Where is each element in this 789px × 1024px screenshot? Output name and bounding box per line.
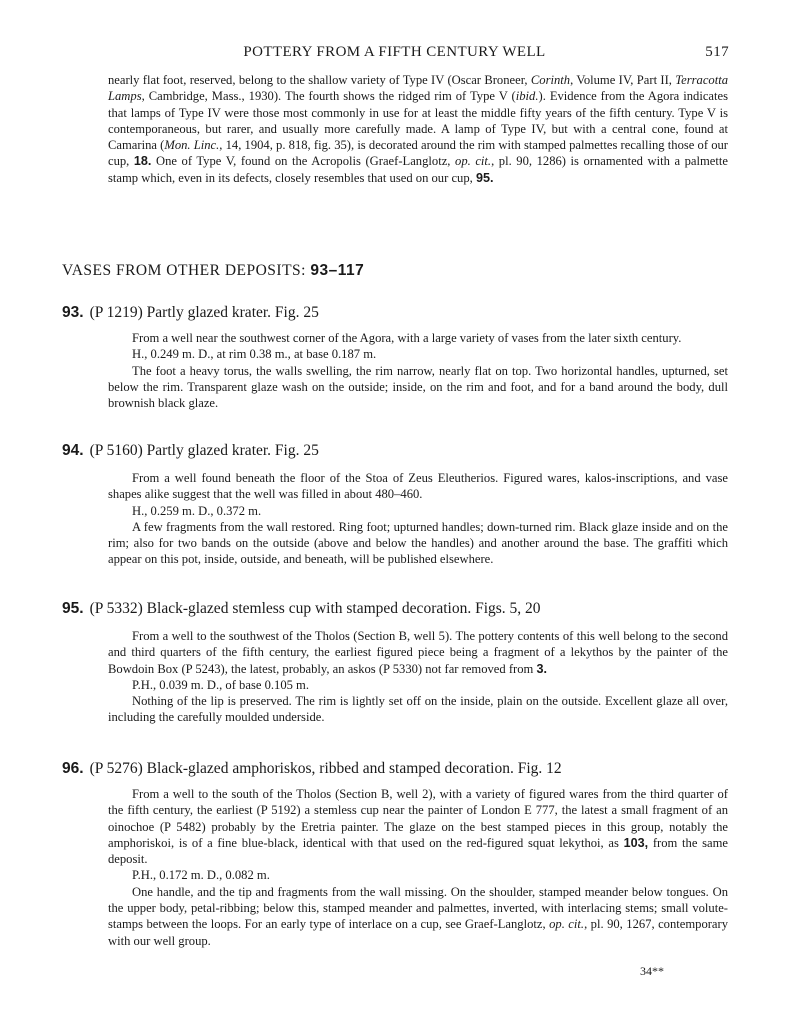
entry-heading-96: 96. (P 5276) Black-glazed amphoriskos, ribbed and stamped decoration. Fig. 12 — [62, 760, 562, 777]
entry-heading-95: 95. (P 5332) Black-glazed stemless cup with stamped decoration. Figs. 5, 20 — [62, 600, 541, 617]
running-title: POTTERY FROM A FIFTH CENTURY WELL — [243, 44, 546, 60]
signature-mark: 34** — [640, 964, 664, 978]
entry-body-95: From a well to the southwest of the Tholos (Section B, well 5). The pottery contents of this well belong to the second and third quarters of the fifth century, the earliest figured piece being a fragment of a lekythos by the painter of the Bowdoin Box (P 5243), the latest, probably, an askos (P 5330) not far removed from 3. P.H., 0.039 m. D., of base 0.105 m. Nothing of the lip is preserved. The rim is lightly set off on the inside, plain on the outside. Excellent glaze all over, including the carefully moulded underside. — [108, 629, 728, 725]
entry-heading-94: 94. (P 5160) Partly glazed krater. Fig. 25 — [62, 442, 319, 459]
intro-paragraph: nearly flat foot, reserved, belong to the shallow variety of Type IV (Oscar Broneer, Corinth, Volume IV, Part II, Terracotta Lamps, Cambridge, Mass., 1930). The fourth shows the ridged rim of Type V (ibid.). Evidence from the Agora indicates that lamps of Type IV were those most commonly in use for at least the middle fifty years of the fifth century. Type V is contemporaneous, but rarer, and usually more carefully made. A lamp of Type IV, but with a central cone, found at Camarina (Mon. Linc., 14, 1904, p. 818, fig. 35), is decorated around the rim with stamped palmettes recalling those of our cup, 18. One of Type V, found on the Acropolis (Graef-Langlotz, op. cit., pl. 90, 1286) is ornamented with a palmette stamp which, even in its defects, closely resembles that used on our cup, 95. — [108, 73, 729, 185]
entry-body-94: From a well found beneath the floor of the Stoa of Zeus Eleutherios. Figured wares, kalos-inscriptions, and vase shapes alike suggest that the well was filled in about 480–460. H., 0.259 m. D., 0.372 m. A few fragments from the wall restored. Ring foot; upturned handles; down-turned rim. Black glaze inside and on the rim; also for two bands on the outside (above and below the handles) and another around the base. The graffiti which appear on this pot, inside, outside, and beneath, will be published elsewhere. — [108, 471, 728, 567]
running-header — [60, 44, 729, 66]
entry-body-96: From a well to the south of the Tholos (Section B, well 2), with a variety of figured wares from the third quarter of the fifth century, the earliest (P 5192) a stemless cup near the painter of London E 777, the latest a small fragment of an oinochoe (P 5482) probably by the Eretria painter. The glaze on the best stamped pieces in this group, notably the amphoriskoi, is of a fine blue-black, identical with that used on the red-figured squat lekythoi, as 103, from the same deposit. P.H., 0.172 m. D., 0.082 m. One handle, and the tip and fragments from the wall missing. On the shoulder, stamped meander below tongues. On the upper body, petal-ribbing; below this, stamped meander and palmettes, inverted, with interlacing stems; small volute-stamps between the loops. For an early type of interlace on a cup, see Graef-Langlotz, op. cit., pl. 90, 1267, contemporary with our well group. — [108, 787, 729, 948]
page-number: 517 — [705, 44, 729, 60]
entry-heading-93: 93. (P 1219) Partly glazed krater. Fig. 25 — [62, 304, 319, 321]
section-heading: VASES FROM OTHER DEPOSITS: 93–117 — [62, 262, 365, 279]
entry-body-93: From a well near the southwest corner of the Agora, with a large variety of vases from the later sixth century. H., 0.249 m. D., at rim 0.38 m., at base 0.187 m. The foot a heavy torus, the walls swelling, the rim narrow, nearly flat on top. Two horizontal handles, upturned, set below the rim. Transparent glaze wash on the outside; inside, on the rim and foot, and for a band around the body, dull brownish black glaze. — [108, 331, 728, 411]
